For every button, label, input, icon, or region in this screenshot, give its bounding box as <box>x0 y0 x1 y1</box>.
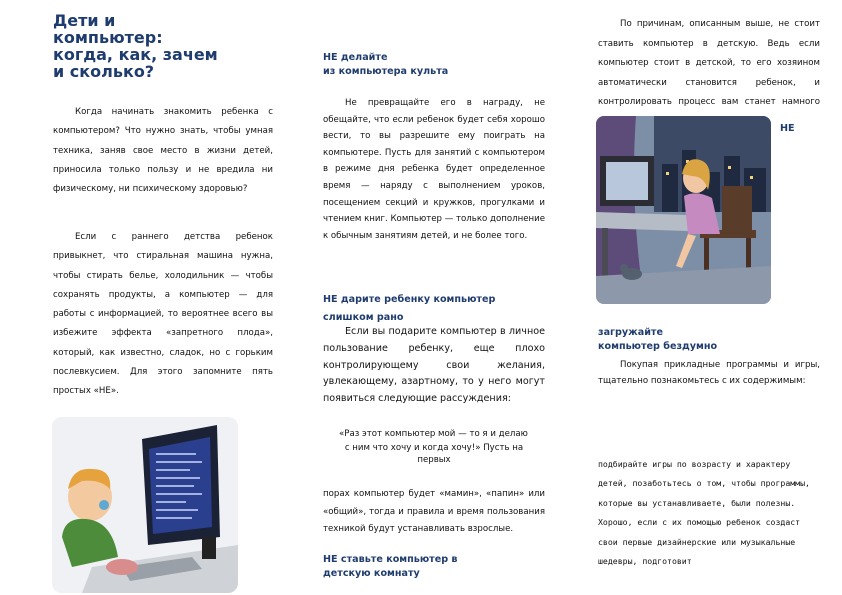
not-too-early-paragraph: Если вы подарите компьютер в личное пользование ребенку, еще плохо контролирующему свои желания, увлекающему, азартному, то у него могут появиться следующие рассуждения: <box>323 326 545 405</box>
heading-no-cult <box>323 51 545 79</box>
intro-paragraph: Когда начинать знакомить ребенка с компьютером? Что нужно знать, чтобы умная техника, заняв свое место в жизни детей, приносила только пользу и не вредила ни физическому, ни психическому здоровью? <box>53 107 273 195</box>
page-title <box>53 12 273 80</box>
heading-line: детскую комнату <box>323 568 420 579</box>
heading-not-too-early <box>323 291 545 327</box>
title-line: Дети и <box>53 11 116 30</box>
heading-not-in-nursery <box>323 553 545 581</box>
shared-computer-paragraph: порах компьютер будет «мамин», «папин» или «общий», тогда и правила и время пользования техникой будут устанавливать взрослые. <box>323 489 545 534</box>
quote-line: первых <box>417 455 451 465</box>
software-paragraph: Покупая прикладные программы и игры, тщательно познакомьтесь с их содержимым: <box>598 360 820 387</box>
title-line: и сколько? <box>53 62 155 81</box>
heading-line: из компьютера культа <box>323 66 449 77</box>
title-line: компьютер: <box>53 28 163 47</box>
heading-line: НЕ делайте <box>323 52 388 63</box>
age-games-paragraph: подбирайте игры по возрасту и характеру детей, позаботьтесь о том, чтобы программы, которые вы устанавливаете, были полезны. Хорошо, если с их помощью ребенок создаст свои первые дизайнерские или музыкальные шедевры, подготовит <box>598 459 810 567</box>
heading-line: слишком рано <box>323 312 404 323</box>
heading-line: НЕ дарите ребенку компьютер <box>323 294 496 305</box>
no-cult-paragraph: Не превращайте его в награду, не обещайте, что если ребенок будет себя хорошо вести, то вы разрешите ему поиграть на компьютере. Пусть для занятий с компьютером в режиме дня ребенка будет определенное время — наряду с выполнением уроков, посещением секций и кружков, прогулками и чтением книг. Компьютер — только дополнение к обычным занятиям детей, и не более того. <box>323 98 545 241</box>
nursery-paragraph: По причинам, описанным выше, не стоит ставить компьютер в детскую. Ведь если компьютер стоит в детской, то его хозяином автоматически становится ребенок, и контролировать процесс вам станет намного <box>598 19 820 107</box>
heading-line: компьютер бездумно <box>598 341 718 352</box>
child-computer-illustration <box>52 417 238 593</box>
title-line: когда, как, зачем <box>53 45 218 64</box>
heading-line: НЕ ставьте компьютер в <box>323 554 458 565</box>
heading-line: загружайте <box>598 327 663 338</box>
side-label-ne: НЕ <box>780 123 795 134</box>
quote-line: «Раз этот компьютер мой — то я и делаю <box>339 429 528 439</box>
heading-load-mindfully <box>598 326 820 354</box>
habit-paragraph: Если с раннего детства ребенок привыкнет, что стиральная машина нужна, чтобы стирать белье, холодильник — чтобы сохранять продукты, а компьютер — для работы с информацией, то вероятнее всего вы избежите эффекта «запретного плода», который, как известно, сладок, но с горьким послевкусием. Для этого запомните пять простых «НЕ». <box>53 232 273 397</box>
child-quote <box>323 426 545 466</box>
quote-line: с ним что хочу и когда хочу!» Пусть на <box>344 443 524 453</box>
girl-computer-illustration <box>596 116 771 304</box>
